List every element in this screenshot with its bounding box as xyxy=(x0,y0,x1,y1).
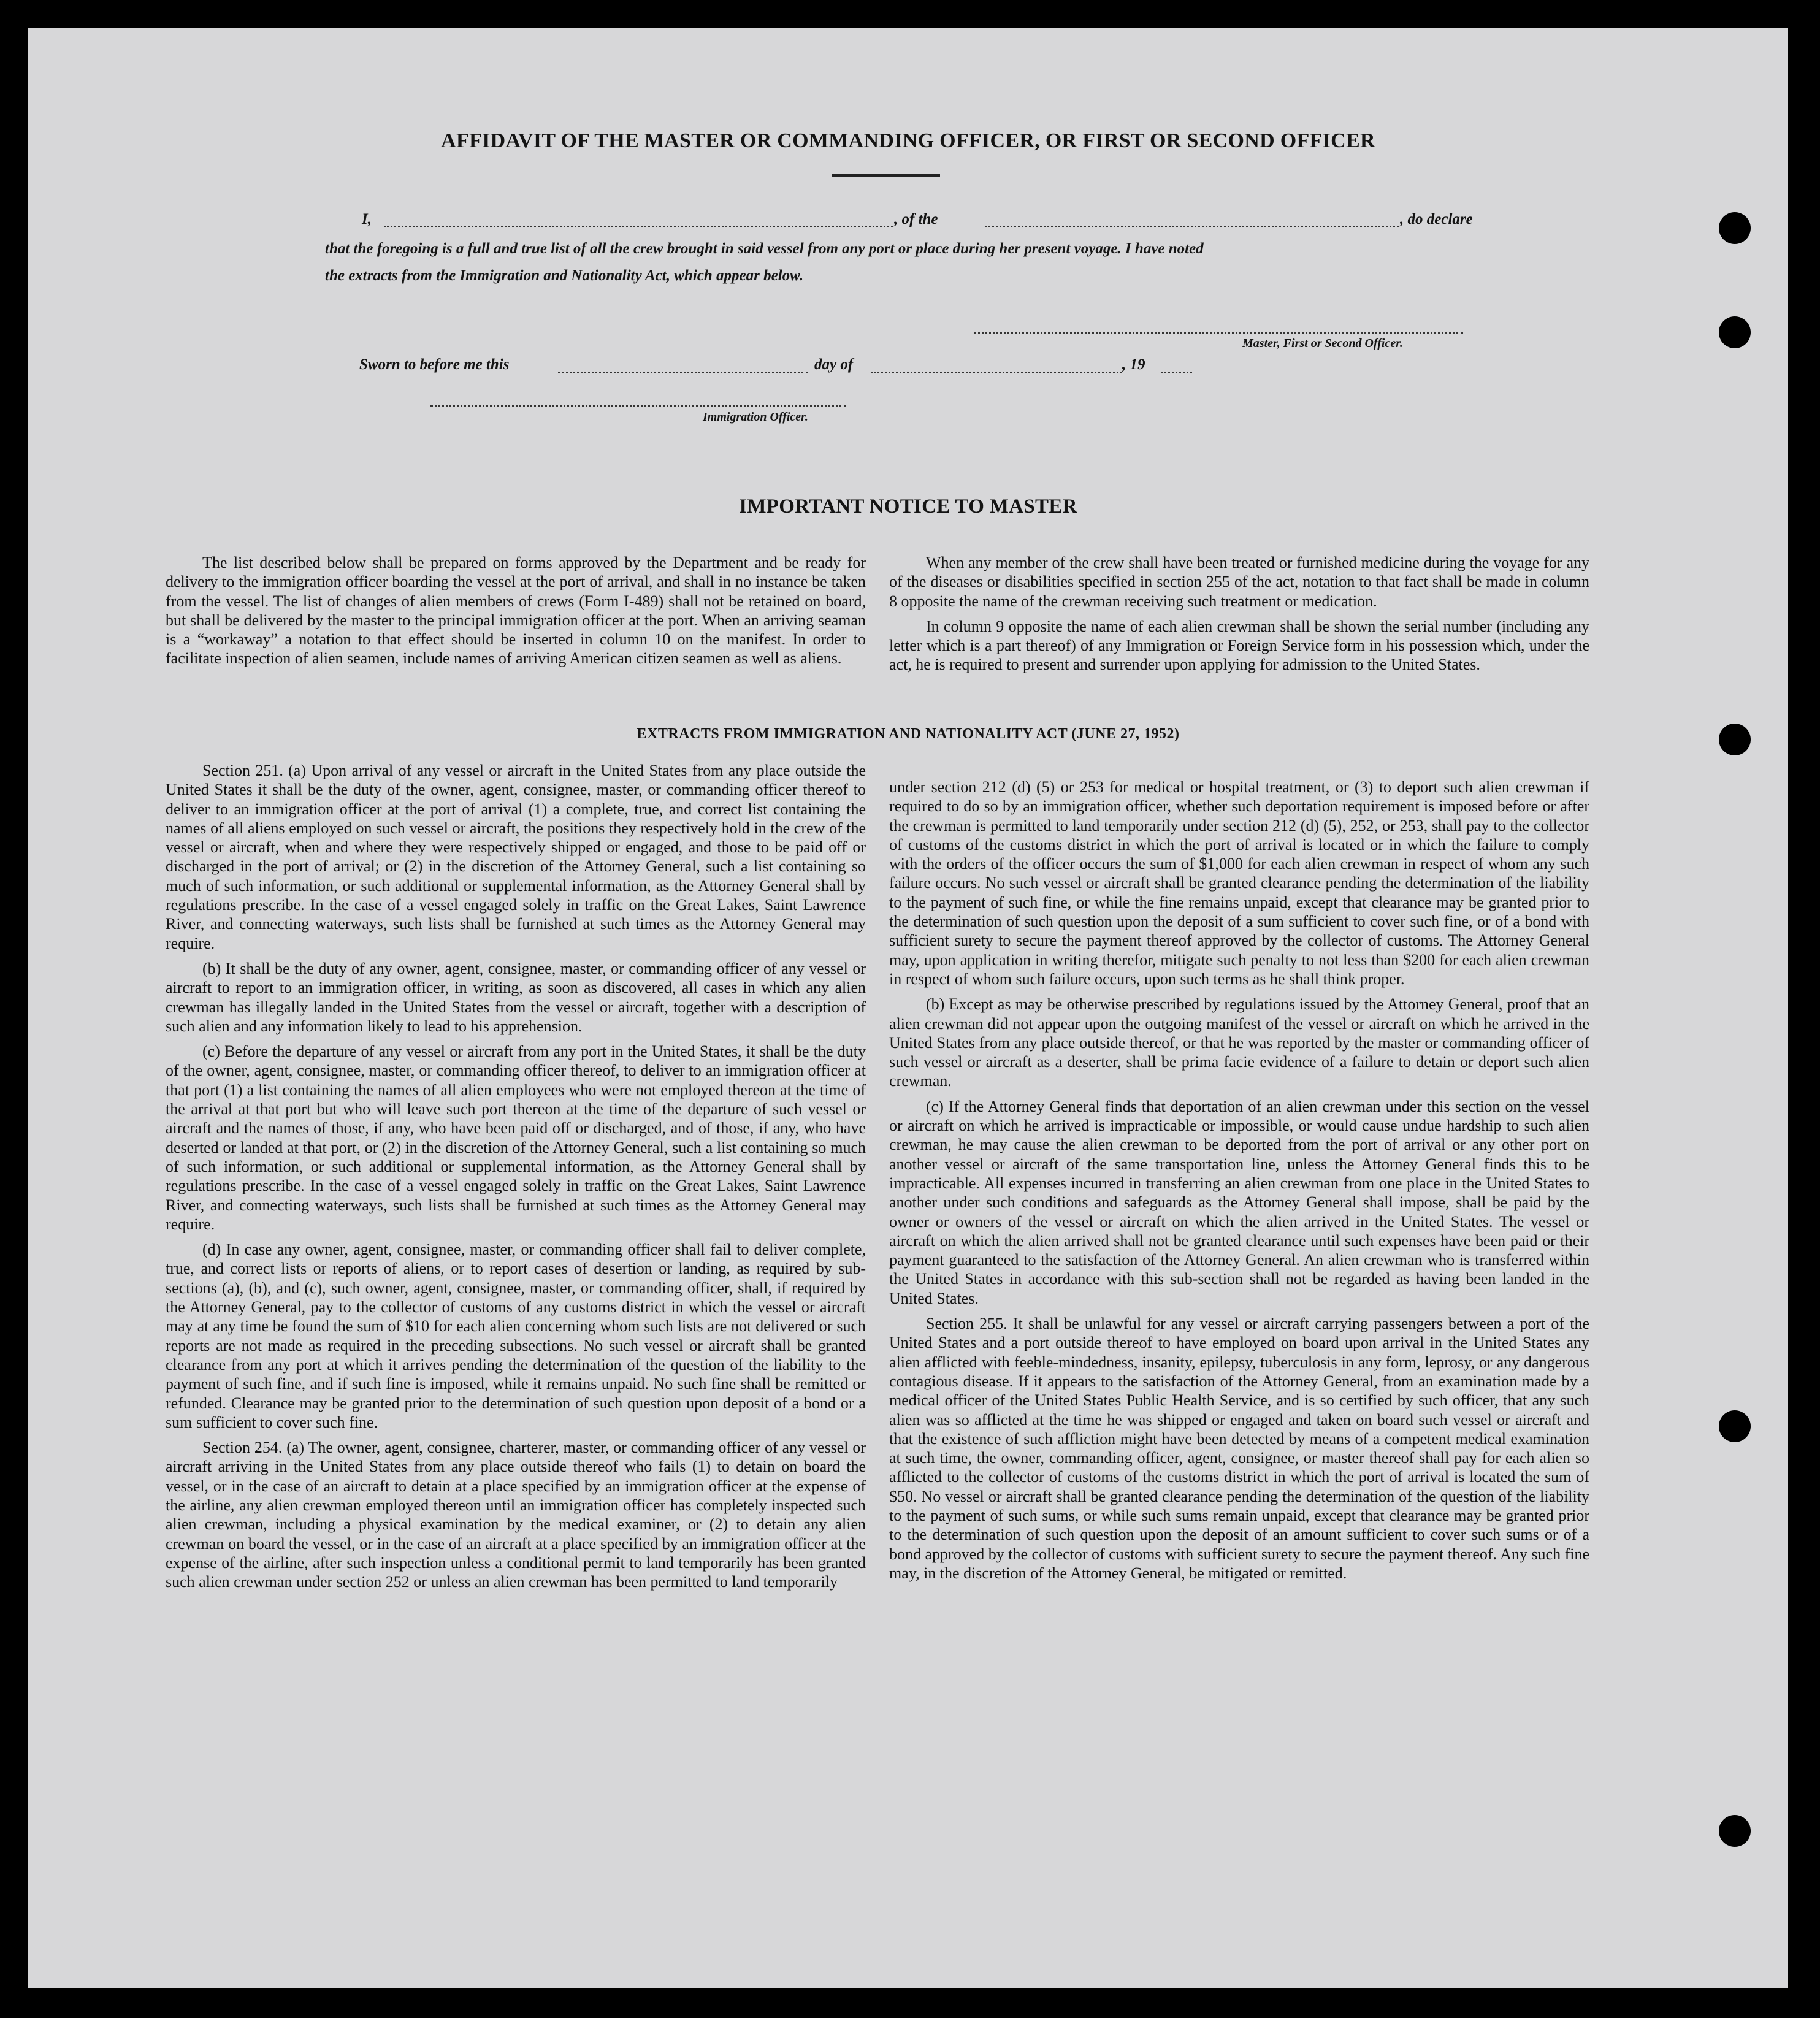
officer-signature-field[interactable] xyxy=(430,405,846,407)
notice-left-paragraph: The list described below shall be prepared on forms approved by the Department and be ready for delivery to the immigration officer boarding the vessel at the port of arrival, and shall in no instance be taken from the vessel. The list of changes of alien members of crews (Form I-489) shall not be retained on board, but shall be delivered by the master to the principal immigration officer at the port. When an arriving seaman is a “workaway” a notation to that effect should be inserted in column 10 on the manifest. In order to facilitate inspection of alien seamen, include names of arriving American citizen seamen as well as aliens. xyxy=(166,554,866,668)
affidavit-do-declare: , do declare xyxy=(1400,211,1473,227)
punch-hole xyxy=(1719,316,1751,348)
title-rule xyxy=(832,174,940,177)
section-251-b: (b) It shall be the duty of any owner, agent, consignee, master, or commanding officer of any vessel or aircraft to report to an immigration officer, in writing, as soon as discovered, all cases in which any alien crewman has illegally landed in the United States from the vessel or aircraft, together with a description of such alien and any information likely to lead to his apprehension. xyxy=(166,959,866,1035)
notice-right-paragraph-1: When any member of the crew shall have been treated or furnished medicine during the voyage for any of the diseases or disabilities specified in section 255 of the act, notation to that fact shall be made in column 8 opposite the name of the crewman receiving such treatment or medication. xyxy=(889,554,1589,610)
sworn-month-field[interactable] xyxy=(871,372,1122,373)
master-signature-field[interactable] xyxy=(974,332,1463,334)
notice-title: IMPORTANT NOTICE TO MASTER xyxy=(739,495,1077,518)
extracts-left-column xyxy=(166,761,866,1597)
punch-hole xyxy=(1719,1410,1751,1442)
affidavit-title: AFFIDAVIT OF THE MASTER OR COMMANDING OFFICER, OR FIRST OR SECOND OFFICER xyxy=(441,129,1375,152)
sworn-year-field[interactable] xyxy=(1161,372,1192,373)
extracts-title: EXTRACTS FROM IMMIGRATION AND NATIONALITY ACT (JUNE 27, 1952) xyxy=(637,726,1180,742)
section-251-c: (c) Before the departure of any vessel or aircraft from any port in the United States, it shall be the duty of the owner, agent, consignee, master, or commanding officer thereof, to deliver to an immigration officer at that port (1) a list containing the names of all alien employees who were not employed thereon at the time of the arrival at that port but who will leave such port thereon at the time of the departure of such vessel or aircraft and the names of those, if any, who have been paid off or discharged, and of those, if any, who have deserted or landed at that port, or (2) in the discretion of the Attorney General, such a list containing so much of such information, or such additional or supplemental information, as the Attorney General shall by regulations prescribe. In the case of a vessel engaged solely in traffic on the Great Lakes, Saint Lawrence River, and connecting waterways, such lists shall be furnished at such times as the Attorney General may require. xyxy=(166,1042,866,1233)
section-254-c: (c) If the Attorney General finds that deportation of an alien crewman under this section on the vessel or aircraft on which he arrived is impracticable or impossible, or would cause undue hardship to such alien crewman, he may cause the alien crewman to be deported from the port of arrival or any other port on another vessel or aircraft of the same transportation line, unless the Attorney General finds this to be impracticable. All expenses incurred in transferring an alien crewman from one place in the United States to another under such conditions and safeguards as the Attorney General shall impose, shall be paid by the owner or owners of the vessel or aircraft on which the alien arrived in the United States. The vessel or aircraft on which the alien arrived shall not be granted clearance until such expenses have been paid or their payment guaranteed to the satisfaction of the Attorney General. An alien crewman who is transferred within the United States in accordance with this sub-section shall not be regarded as having been landed in the United States. xyxy=(889,1097,1589,1307)
section-254-b: (b) Except as may be otherwise prescribed by regulations issued by the Attorney General, proof that an alien crewman did not appear upon the outgoing manifest of the vessel or aircraft on which he arrived in the United States from any place outside thereof, or that he was reported by the master or commanding officer of such vessel or aircraft as a deserter, shall be prima facie evidence of a failure to detain or deport such alien crewman. xyxy=(889,995,1589,1090)
section-251-d: (d) In case any owner, agent, consignee, master, or commanding officer shall fail to deliver complete, true, and correct lists or reports of aliens, or to report cases of desertion or landing, as required by sub-sections (a), (b), and (c), such owner, agent, consignee, master, or commanding officer, shall, if required by the Attorney General, pay to the collector of customs of any customs district in which the vessel or aircraft may at any time be found the sum of $10 for each alien concerning whom such lists are not delivered or such reports are not made as required in the preceding subsections. No such vessel or aircraft shall be granted clearance from any port at which it arrives pending the determination of the question of the liability to the payment of such fine, and if such fine is imposed, while it remains unpaid. No such fine shall be remitted or refunded. Clearance may be granted prior to the determination of such question upon deposit of a bond or a sum sufficient to cover such fine. xyxy=(166,1240,866,1431)
sworn-day-of: day of xyxy=(814,356,854,373)
extracts-right-column xyxy=(889,778,1589,1589)
document-page xyxy=(28,28,1788,1988)
punch-hole xyxy=(1719,212,1751,244)
section-254-a-cont: under section 212 (d) (5) or 253 for medical or hospital treatment, or (3) to deport such alien crewman if required to do so by an immigration officer, whether such deportation requirement is imposed before or after the crewman is permitted to land temporarily under section 212 (d) (5), 252, or 253, shall pay to the collector of customs of the customs district in which the port of arrival is located or in which the failure to comply with the orders of the officer occurs the sum of $1,000 for each alien crewman in respect of whom any such failure occurs. No such vessel or aircraft shall be granted clearance pending the determination of the liability to the payment of such fine, or while the fine remains unpaid, except that clearance may be granted prior to the determination of such question upon the deposit of a sum sufficient to cover such fine, or of a bond with sufficient surety to secure the payment thereof approved by the collector of customs. The Attorney General may, upon application in writing therefor, mitigate such penalty to not less than $200 for each alien crewman in respect of whom such failure occurs, upon such terms as he shall think proper. xyxy=(889,778,1589,988)
sworn-year-prefix: , 19 xyxy=(1122,356,1145,373)
punch-hole xyxy=(1719,724,1751,755)
vessel-name-field[interactable] xyxy=(985,226,1399,227)
notice-right-paragraph-2: In column 9 opposite the name of each alien crewman shall be shown the serial number (including any letter which is a part thereof) of any Immigration or Foreign Service form in his possession which, under the act, he is required to present and surrender upon applying for admission to the United States. xyxy=(889,617,1589,674)
affidavit-of-the: , of the xyxy=(894,211,938,227)
affidavit-i: I, xyxy=(362,211,372,227)
master-caption: Master, First or Second Officer. xyxy=(1242,337,1403,350)
declarant-name-field[interactable] xyxy=(384,226,893,227)
notice-left xyxy=(166,553,866,675)
sworn-prefix: Sworn to before me this xyxy=(359,356,510,373)
punch-hole xyxy=(1719,1815,1751,1847)
notice-right xyxy=(889,553,1589,681)
sworn-day-field[interactable] xyxy=(558,372,808,373)
section-255: Section 255. It shall be unlawful for any vessel or aircraft carrying passengers between a port of the United States and a port outside thereof to have employed on board upon arrival in the United States any alien afflicted with feeble-mindedness, insanity, epilepsy, tuberculosis in any form, leprosy, or any dangerous contagious disease. If it appears to the satisfaction of the Attorney General, from an examination made by a medical officer of the United States Public Health Service, and is so certified by such officer, that any such alien was so afflicted at the time he was shipped or engaged and taken on board such vessel or aircraft and that the existence of such affliction might have been detected by means of a competent medical examination at such time, the owner, commanding officer, agent, consignee, or master thereof shall pay for each alien so afflicted to the collector of customs of the customs district in which the port of arrival is located the sum of $50. No vessel or aircraft shall be granted clearance pending the determination of the question of the liability to the payment of such sums, or while such sums remain unpaid, except that clearance may be granted prior to the determination of such question upon the deposit of an amount sufficient to cover such sums or of a bond approved by the collector of customs with sufficient surety to secure the payment thereof. Any such fine may, in the discretion of the Attorney General, be mitigated or remitted. xyxy=(889,1315,1589,1582)
affidavit-statement-2: the extracts from the Immigration and Nationality Act, which appear below. xyxy=(325,267,804,284)
affidavit-statement-1: that the foregoing is a full and true list of all the crew brought in said vessel from any port or place during her present voyage. I have noted xyxy=(325,240,1204,257)
section-251-a: Section 251. (a) Upon arrival of any vessel or aircraft in the United States from any place outside the United States it shall be the duty of the owner, agent, consignee, master, or commanding officer thereof to deliver to an immigration officer at the port of arrival (1) a complete, true, and correct list containing the names of all aliens employed on such vessel or aircraft, the positions they respectively hold in the crew of the vessel or aircraft, when and where they were respectively shipped or engaged, and those to be paid off or discharged in the port of arrival; or (2) in the discretion of the Attorney General, such a list containing so much of such information, or such additional or supplemental information, as the Attorney General shall by regulations prescribe. In the case of a vessel engaged solely in traffic on the Great Lakes, Saint Lawrence River, and connecting waterways, such lists shall be furnished at such times as the Attorney General may require. xyxy=(166,762,866,952)
section-254-a: Section 254. (a) The owner, agent, consignee, charterer, master, or commanding officer of any vessel or aircraft arriving in the United States from any place outside thereof who fails (1) to detain on board the vessel, or in the case of an aircraft to detain at a place specified by an immigration officer at the expense of the airline, any alien crewman employed thereon until an immigration officer has completely inspected such alien crewman, including a physical examination by the medical examiner, or (2) to detain any alien crewman on board the vessel, or in the case of an aircraft at a place specified by an immigration officer at the expense of the airline, after such inspection unless a conditional permit to land temporarily has been granted such alien crewman under section 252 or unless an alien crewman has been permitted to land temporarily xyxy=(166,1439,866,1591)
officer-caption: Immigration Officer. xyxy=(703,410,808,424)
